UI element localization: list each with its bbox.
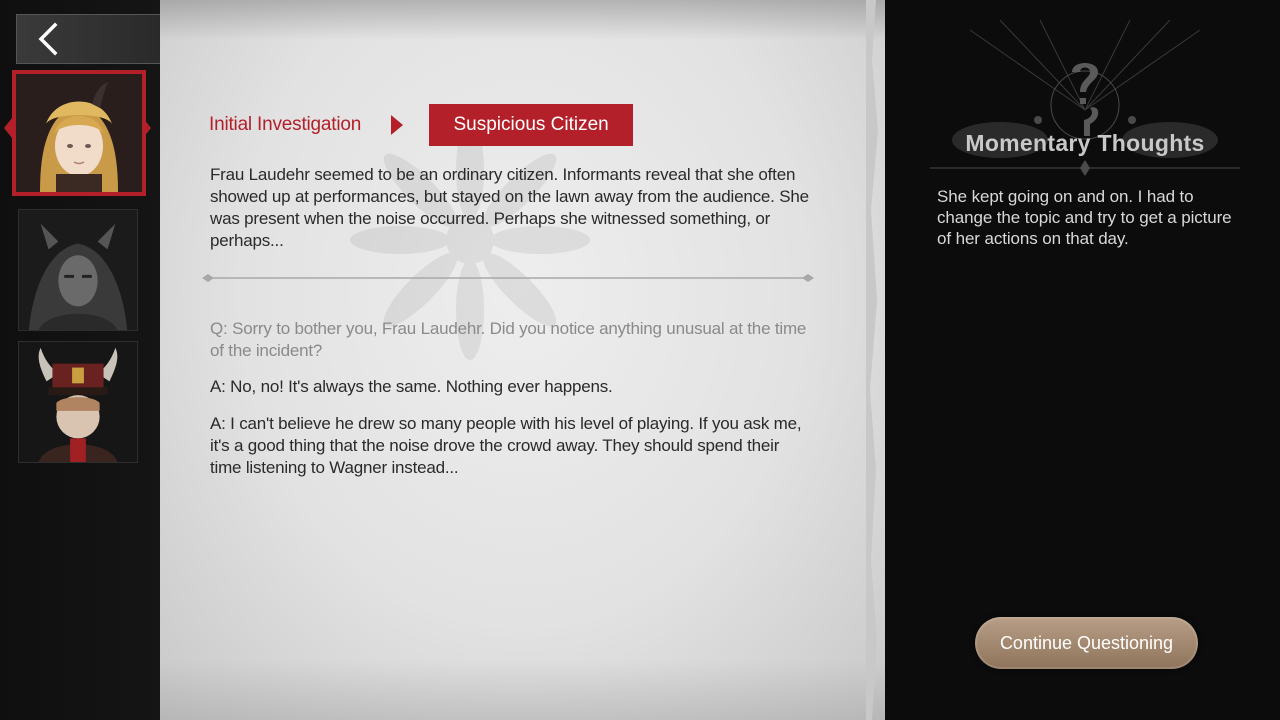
breadcrumb-step-current[interactable]: Suspicious Citizen xyxy=(429,104,633,146)
character-portrait xyxy=(19,210,137,330)
selected-marker-left xyxy=(4,118,12,138)
character-portrait xyxy=(16,74,142,192)
breadcrumb-step-initial[interactable]: Initial Investigation xyxy=(209,114,362,135)
thoughts-title: Momentary Thoughts xyxy=(965,130,1205,156)
thoughts-text: She kept going on and on. I had to change the topic and try to get a picture of her actions on that day. xyxy=(937,187,1232,248)
character-portrait xyxy=(19,342,137,462)
question-mark-emblem-icon xyxy=(930,20,1240,185)
dialogue-question: Q: Sorry to bother you, Frau Laudehr. Did you notice anything unusual at the time of the incident? xyxy=(210,319,807,360)
chevron-left-icon xyxy=(35,22,61,56)
breadcrumb xyxy=(209,104,633,146)
continue-questioning-button[interactable]: Continue Questioning xyxy=(975,617,1198,669)
divider xyxy=(202,272,814,284)
suspect-description: Frau Laudehr seemed to be an ordinary citizen. Informants reveal that she often showed up at performances, but stayed on the lawn away from the audience. She was present when the noise occurred. Perhaps she witnessed something, or perhaps... xyxy=(210,165,809,250)
portrait-masked-figure[interactable] xyxy=(18,209,138,331)
breadcrumb-arrow-icon xyxy=(391,115,403,135)
portrait-horned-soldier[interactable] xyxy=(18,341,138,463)
dialogue-answer-1: A: No, no! It's always the same. Nothing ever happens. xyxy=(210,377,613,396)
back-button[interactable] xyxy=(16,14,161,64)
portrait-blonde-horned-woman[interactable] xyxy=(12,70,146,196)
dialogue-answer-2: A: I can't believe he drew so many people with his level of playing. If you ask me, it's a good thing that the noise drove the crowd away. They should spend their time listening to Wagner instead... xyxy=(210,414,802,477)
